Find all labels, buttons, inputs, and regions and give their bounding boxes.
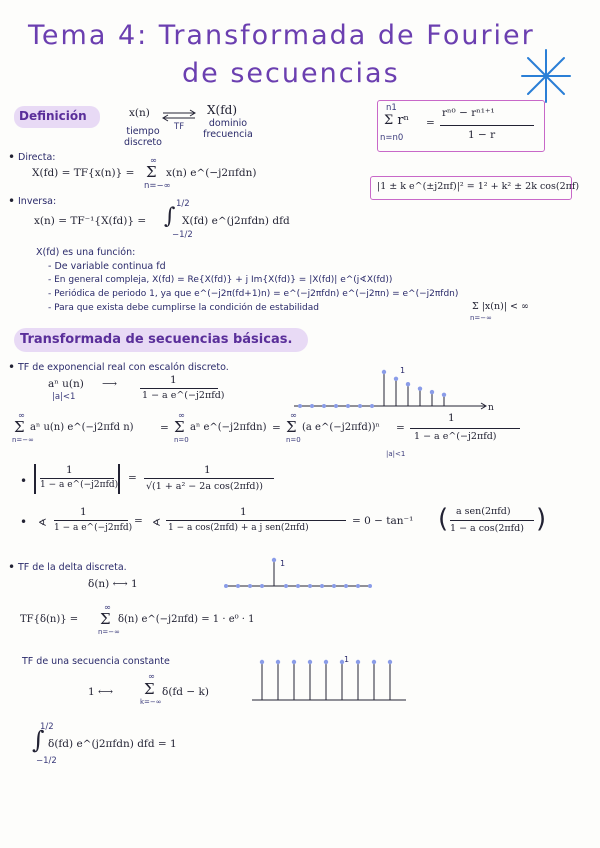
- pair-tf-label: TF: [174, 122, 185, 132]
- exp-sample-dot: [442, 393, 446, 397]
- deriv-s1-upper: ∞: [18, 411, 26, 421]
- deriv-s1-lower: n=−∞: [12, 436, 34, 444]
- directa-sigma: Σ: [146, 163, 157, 181]
- secuencias-heading: Transformada de secuencias básicas.: [20, 332, 293, 347]
- exp-pair-left: aⁿ u(n): [48, 378, 84, 390]
- const-pair-lhs: 1 ⟷: [88, 686, 114, 698]
- inversa-lower: −1/2: [172, 230, 193, 240]
- const-pair-rhs: δ(fd − k): [162, 686, 209, 698]
- directa-rhs: x(n) e^(−j2πfdn): [166, 167, 257, 179]
- title-line-1: Tema 4: Transformada de Fourier: [28, 20, 535, 51]
- geo-numerator: rⁿ⁰ − rⁿ¹⁺¹: [442, 107, 495, 119]
- const-lower: k=−∞: [140, 698, 162, 706]
- prop-1: - De variable continua fd: [48, 261, 166, 272]
- phase-mid-num: 1: [240, 506, 247, 518]
- delta-zero-dot: [308, 584, 312, 588]
- title-line-2: de secuencias: [182, 58, 400, 89]
- pair-right: X(fd): [207, 103, 238, 117]
- const-sample-dot: [324, 660, 328, 664]
- directa-label: Directa:: [18, 152, 56, 163]
- exp-sample-dot: [394, 377, 398, 381]
- delta-zero-dot: [320, 584, 324, 588]
- delta-sample-dot: [272, 558, 276, 562]
- modulus-identity: |1 ± k e^(±j2πf)|² = 1² + k² ± 2k cos(2πf): [377, 181, 580, 192]
- const-sample-dot: [276, 660, 280, 664]
- caption-frecuencia: dominio frecuencia: [203, 118, 253, 140]
- delta-upper: ∞: [104, 603, 112, 613]
- delta-stem-label: 1: [280, 559, 286, 568]
- phase-paren-den: 1 − a cos(2πfd): [450, 523, 524, 534]
- geometric-sum-box: n1 Σ rⁿ n=n0 = rⁿ⁰ − rⁿ¹⁺¹ 1 − r: [377, 100, 545, 152]
- const-int-upper: 1/2: [40, 722, 54, 732]
- const-sample-dot: [356, 660, 360, 664]
- const-sample-dot: [308, 660, 312, 664]
- inversa-upper: 1/2: [176, 199, 190, 209]
- pair-left: x(n): [129, 107, 150, 119]
- const-integral: ∫: [32, 726, 45, 754]
- exp-pair-num: 1: [170, 374, 177, 386]
- inversa-label: Inversa:: [18, 196, 57, 207]
- deriv-s3-body: (a e^(−j2πfd))ⁿ: [302, 422, 380, 433]
- exp-sample-dot: [406, 382, 410, 386]
- exp-sample-dot: [418, 386, 422, 390]
- delta-deriv-rhs: δ(n) e^(−j2πfd) = 1 · e⁰ · 1: [118, 614, 255, 625]
- deriv-s3-lower: n=0: [286, 436, 301, 444]
- delta-deriv-lhs: TF{δ(n)} =: [20, 614, 79, 625]
- deriv-s2-upper: ∞: [178, 411, 186, 421]
- geo-denominator: 1 − r: [468, 129, 496, 141]
- geo-lower: n=n0: [380, 133, 404, 143]
- delta-zero-dot: [332, 584, 336, 588]
- mod-rhs-den: √(1 + a² − 2a cos(2πfd)): [146, 481, 263, 492]
- notes-page: Tema 4: Transformada de Fourier de secuencias Definición x(n) TF X(fd) tiempo discreto dominio frecuencia n1 Σ rⁿ n=n0 = rⁿ⁰ − rⁿ¹⁺¹ 1 − r • Directa: X(fd) = TF{x(n)} = ∞ Σ n=−∞ x(n) e^(−j2πfdn) |1 ± k e^(±j2πf)|² = 1² + k² ± 2k cos(2πf) • Inversa: x(n) = TF⁻¹{X(fd)} = 1/2 ∫ −1/2 X(fd) e^(j2πfdn) dfd X(fd) es una función: - De variable continua fd - En general compleja, X(fd) = Re{X(fd)} + j Im{X(fd)} = |X(fd)| e^(j∢X(fd)) - Periódica de periodo 1, ya que e^(−j2π(fd+1)n) = e^(−j2πfdn) e^(−j2πn) = e^(−j2πfdn) - Para que exista debe cumplirse la condición de estabilidad Σ |x(n)| < ∞ n=−∞ Transformada de secuencias básicas. • TF de exponencial real con escalón discreto. aⁿ u(n) |a|<1 ⟶ 1 1 − a e^(−j2πfd) 1 n ∞ Σ n=−∞ aⁿ u(n) e^(−j2πfd n) = ∞ Σ n=0 aⁿ e^(−j2πfdn) = ∞ Σ n=0 (a e^(−j2πfd))ⁿ = 1 1 − a e^(−j2πfd) |a|<1 • 1 1 − a e^(−j2πfd) = 1 √(1 + a² − 2a cos(2πfd)) • ∢ 1 1 − a e^(−j2πfd) = ∢ 1 1 − a cos(2πfd) + a j sen(2πfd) = 0 − tan⁻¹ ( a sen(2πfd) 1 − a cos(2πfd) ) • TF de la delta discreta. δ(n) ⟷ 1 1 TF{δ(n)} = ∞ Σ n=−∞ δ(n) e^(−j2πfd) = 1 · e⁰ · 1 TF de una secuencia constante 1 ⟷ ∞ Σ k=−∞ δ(fd − k) 1 1/2 ∫ −1/2 δ(fd) e^(j2πfdn) dfd = 1: [0, 0, 600, 848]
- phase-mid-den: 1 − a cos(2πfd) + a j sen(2πfd): [168, 523, 309, 533]
- const-int-body: δ(fd) e^(j2πfdn) dfd = 1: [48, 738, 177, 750]
- exp-pair-arrow: ⟶: [102, 378, 118, 390]
- phase-paren-num: a sen(2πfd): [456, 506, 511, 517]
- exp-zero-dot: [334, 404, 338, 408]
- const-sample-dot: [372, 660, 376, 664]
- geo-sum: Σ rⁿ: [384, 113, 410, 128]
- delta-zero-dot: [368, 584, 372, 588]
- pair-arrow-icon: [159, 108, 199, 122]
- bullet-dot: •: [8, 150, 16, 164]
- phase-lhs-den: 1 − a e^(−j2πfd): [54, 523, 133, 533]
- exp-label: TF de exponencial real con escalón discreto.: [18, 362, 229, 373]
- delta-zero-dot: [236, 584, 240, 588]
- exp-zero-dot: [346, 404, 350, 408]
- deriv-cond: |a|<1: [386, 450, 406, 458]
- phase-lhs-num: 1: [80, 506, 87, 518]
- exp-pair-cond: |a|<1: [52, 392, 76, 402]
- const-label: TF de una secuencia constante: [22, 656, 170, 667]
- bullet-dot: •: [8, 194, 16, 208]
- stability-lower: n=−∞: [470, 314, 492, 322]
- exp-stem-plot: [290, 358, 500, 416]
- delta-stem-plot: [224, 550, 374, 594]
- bullet-dot: •: [20, 474, 28, 488]
- bullet-dot: •: [8, 560, 16, 574]
- modulus-identity-box: [370, 176, 580, 200]
- exp-zero-dot: [322, 404, 326, 408]
- mod-rhs-num: 1: [204, 464, 211, 476]
- delta-zero-dot: [284, 584, 288, 588]
- delta-zero-dot: [344, 584, 348, 588]
- const-stem-plot: [250, 644, 410, 710]
- deriv-s3-upper: ∞: [290, 411, 298, 421]
- delta-zero-dot: [260, 584, 264, 588]
- inversa-integral: ∫: [164, 204, 176, 229]
- definicion-heading: Definición: [19, 109, 87, 123]
- star-icon: [516, 46, 576, 106]
- delta-label: TF de la delta discreta.: [18, 562, 127, 573]
- delta-zero-dot: [224, 584, 228, 588]
- bullet-dot: •: [8, 360, 16, 374]
- exp-pair-den: 1 − a e^(−j2πfd): [142, 390, 225, 401]
- exp-sample-dot: [430, 390, 434, 394]
- delta-pair: δ(n) ⟷ 1: [88, 578, 138, 590]
- directa-lower: n=−∞: [144, 181, 171, 191]
- const-int-lower: −1/2: [36, 756, 57, 766]
- inversa-rhs: X(fd) e^(j2πfdn) dfd: [182, 215, 290, 227]
- exp-zero-dot: [370, 404, 374, 408]
- exp-axis-label: n: [488, 403, 494, 413]
- const-stem-label: 1: [344, 655, 350, 664]
- mod-lhs-den: 1 − a e^(−j2πfd): [40, 480, 119, 490]
- mod-lhs-num: 1: [66, 464, 73, 476]
- prop-4: - Para que exista debe cumplirse la condición de estabilidad: [48, 303, 319, 313]
- exp-sample-dot: [382, 370, 386, 374]
- directa-lhs: X(fd) = TF{x(n)} =: [32, 167, 135, 179]
- deriv-s2-body: aⁿ e^(−j2πfdn): [190, 422, 267, 433]
- delta-zero-dot: [356, 584, 360, 588]
- delta-lower: n=−∞: [98, 628, 120, 636]
- funcion-intro: X(fd) es una función:: [36, 247, 136, 258]
- exp-zero-dot: [358, 404, 362, 408]
- deriv-result-num: 1: [448, 412, 455, 424]
- phase-eq: = 0 − tan⁻¹: [352, 515, 414, 527]
- deriv-s1-body: aⁿ u(n) e^(−j2πfd n): [30, 422, 134, 433]
- inversa-lhs: x(n) = TF⁻¹{X(fd)} =: [34, 215, 147, 227]
- bullet-dot: •: [20, 515, 28, 529]
- caption-tiempo: tiempo discreto: [124, 126, 162, 148]
- const-sample-dot: [388, 660, 392, 664]
- delta-zero-dot: [296, 584, 300, 588]
- const-sample-dot: [292, 660, 296, 664]
- delta-zero-dot: [248, 584, 252, 588]
- exp-stem-label: 1: [400, 366, 406, 375]
- const-upper: ∞: [148, 672, 156, 682]
- deriv-result-den: 1 − a e^(−j2πfd): [414, 431, 497, 442]
- prop-3: - Periódica de periodo 1, ya que e^(−j2π(fd+1)n) = e^(−j2πfdn) e^(−j2πn) = e^(−j2πfdn): [48, 289, 459, 299]
- stability-condition: Σ |x(n)| < ∞: [472, 301, 529, 312]
- prop-2: - En general compleja, X(fd) = Re{X(fd)} + j Im{X(fd)} = |X(fd)| e^(j∢X(fd)): [48, 275, 393, 285]
- geo-upper: n1: [386, 103, 397, 113]
- exp-zero-dot: [310, 404, 314, 408]
- deriv-s2-lower: n=0: [174, 436, 189, 444]
- const-sample-dot: [260, 660, 264, 664]
- directa-upper: ∞: [150, 156, 158, 166]
- exp-zero-dot: [298, 404, 302, 408]
